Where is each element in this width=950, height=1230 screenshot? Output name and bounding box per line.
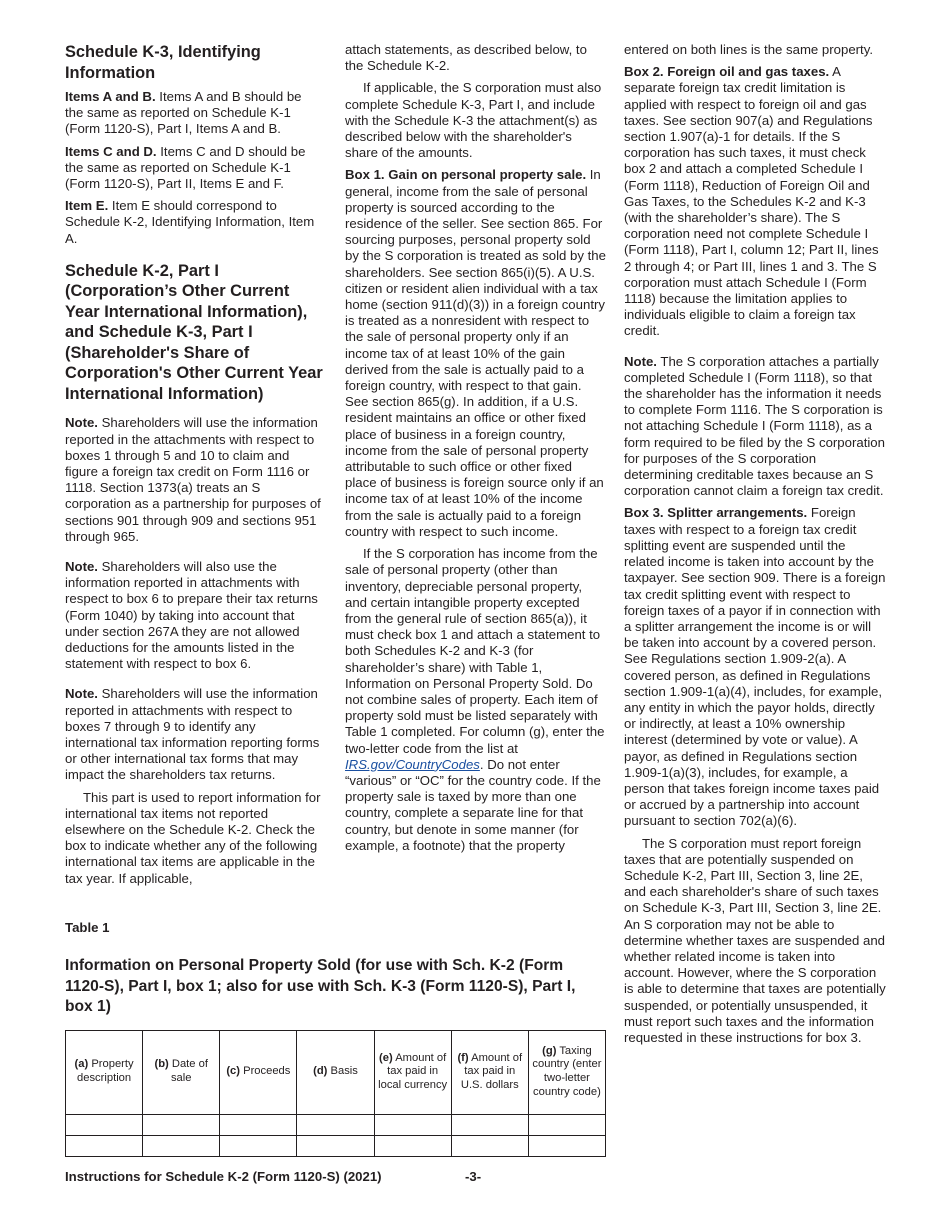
column-right <box>624 42 887 1052</box>
table-cell[interactable] <box>220 1114 297 1135</box>
table-cell[interactable] <box>297 1114 374 1135</box>
items-a-b-paragraph: Items A and B. Items A and B should be the same as reported on Schedule K-1 (Form 1120-S), Part I, Items A and B. <box>65 89 302 137</box>
note-paragraph-2: Note. Shareholders will also use the information reported in attachments with respect to box 6 to prepare their tax returns (Form 1040) by taking into account that under section 267A they are not allowed deductions for the amounts listed in the statement with respect to box 6. <box>65 558 318 672</box>
continued-paragraph: attach statements, as described below, to the Schedule K-2. <box>345 42 587 74</box>
table-row <box>66 1135 606 1156</box>
column-header-b: (b) Date of sale <box>143 1030 220 1114</box>
applicable-paragraph: If applicable, the S corporation must also complete Schedule K-3, Part I, and include with the Schedule K-3 the attachment(s) as described below with the shareholder's share of the amounts. <box>345 80 602 161</box>
column-left <box>65 42 323 893</box>
note-paragraph-3: Note. Shareholders will use the information reported in attachments with respect to boxes 7 through 9 to identify any international tax information reporting forms or other international tax forms that may impact the shareholders tax returns. <box>65 686 320 783</box>
table-cell[interactable] <box>66 1114 143 1135</box>
box3-paragraph: Box 3. Splitter arrangements. Foreign taxes with respect to a foreign tax credit splitting event are suspended until the related income is taken into account by the taxpayer. See section 909. There is a foreign tax credit splitting event with respect to foreign taxes of a payor if in connection with a splitter arrangement the income is or will be taken into account by a covered person. See Regulations section 1.909-2(a). A covered person, as defined in Regulations section 1.909-1(a)(4), includes, for example, any entity in which the payor holds, directly or indirectly, at least a 10% ownership interest (determined by vote or value). A payor, as defined in Regulations section 1.909-1(a)(3), includes, for example, a person that takes foreign income taxes paid or accrued by a partnership into account pursuant to section 702(a)(6). <box>624 505 886 829</box>
table-cell[interactable] <box>220 1135 297 1156</box>
note-paragraph-right: Note. The S corporation attaches a partially completed Schedule I (Form 1118), so that the shareholder has the information it needs to complete Form 1116. The S corporation is not attaching Schedule I (Form 1118), as a form required to be filed by the S corporation for purposes of the S corporation determining creditable taxes because an S corporation cannot claim a foreign tax credit. <box>624 353 885 499</box>
column-header-c: (c) Proceeds <box>220 1030 297 1114</box>
table-title: Information on Personal Property Sold (for use with Sch. K-2 (Form 1120-S), Part I, box 1; also for use with Sch. K-3 (Form 1120-S), Part I, box 1) <box>65 957 576 1015</box>
column-header-a: (a) Property description <box>66 1030 143 1114</box>
table-cell[interactable] <box>451 1114 528 1135</box>
items-c-d-paragraph: Items C and D. Items C and D should be the same as reported on Schedule K-1 (Form 1120-S), Part II, Items E and F. <box>65 143 306 192</box>
heading-k2-part-i: Schedule K-2, Part I (Corporation’s Other Current Year International Information), and Schedule K-3, Part I (Shareholder's Share of Corporation's Other Current Year International Information) <box>65 261 323 403</box>
table-cell[interactable] <box>143 1114 220 1135</box>
note-paragraph-1: Note. Shareholders will use the information reported in the attachments with respect to boxes 1 through 5 and 10 to claim and figure a foreign tax credit on Form 1116 or 1118. Section 1373(a) treats an S corporation as a partnership for purposes of sections 901 through 909 and sections 951 through 965. <box>65 415 321 544</box>
item-e-paragraph: Item E. Item E should correspond to Schedule K-2, Identifying Information, Item A. <box>65 198 315 246</box>
table-cell[interactable] <box>528 1135 605 1156</box>
table-cell[interactable] <box>143 1135 220 1156</box>
box2-paragraph: Box 2. Foreign oil and gas taxes. A separate foreign tax credit limitation is applied with respect to foreign oil and gas taxes. See section 907(a) and Regulations section 1.907(a)-1 for details. If the S corporation has such taxes, it must check box 2 and attach a completed Schedule I (Form 1118), Reduction of Foreign Oil and Gas Taxes, to the Schedules K-2 and K-3 (with the shareholder’s share). The S corporation need not complete Schedule I (Form 1118), Part I, column 12; Part II, lines 2 through 4; or Part III, lines 1 and 3. The S corporation must attach Schedule I (Form 1118) because the limitation applies to individuals eligible to claim a foreign tax credit. <box>624 64 879 339</box>
table-1-section <box>65 920 606 1157</box>
box3-paragraph-2: The S corporation must report foreign taxes that are potentially suspended on Schedule K-2, Part III, Section 3, line 2E, and each shareholder's share of such taxes on Schedule K-3, Part III, Section 3, line 2E. An S corporation may not be able to determine whether taxes are suspended and whether related income is taken into account. However, where the S corporation is able to determine that taxes are potentially suspended, or potentially unsuspended, it must report such taxes and the information requested in these instructions for box 3. <box>624 835 886 1045</box>
table-cell[interactable] <box>297 1135 374 1156</box>
table-header-row <box>66 1030 606 1114</box>
box1-paragraph-2: If the S corporation has income from the sale of personal property (other than inventory, depreciable personal property, and certain intangible property excepted from the general rule of section 865(a)), it must check box 1 and attach a statement to both Schedules K-2 and K-3 (for shareholder’s share) with Table 1, Information on Personal Property Sold. Do not combine sales of property. Each item of property sold must be listed separately with Table 1 completed. For column (g), enter the two-letter code from the list at IRS.gov/CountryCodes. Do not enter “various” or “OC” for the country code. If the property sale is taxed by more than one country, complete a separate line for that country, but denote in some manner (for example, a footnote) that the property <box>345 546 605 853</box>
column-header-f: (f) Amount of tax paid in U.S. dollars <box>451 1030 528 1114</box>
column-header-d: (d) Basis <box>297 1030 374 1114</box>
column-header-g: (g) Taxing country (enter two-letter country code) <box>528 1030 605 1114</box>
table-cell[interactable] <box>374 1135 451 1156</box>
column-middle <box>345 42 607 860</box>
table-label: Table 1 <box>65 920 110 935</box>
continued-paragraph-right: entered on both lines is the same property. <box>624 42 873 57</box>
country-codes-link[interactable]: IRS.gov/CountryCodes <box>345 756 480 772</box>
heading-k3-identifying: Schedule K-3, Identifying Information <box>65 43 261 82</box>
column-header-e: (e) Amount of tax paid in local currency <box>374 1030 451 1114</box>
part-description-paragraph: This part is used to report information for international tax items not reported elsewhere on the Schedule K-2. Check the box to indicate whether any of the following international tax items are applicable in the tax year. If applicable, <box>65 789 321 886</box>
table-cell[interactable] <box>528 1114 605 1135</box>
page-number: -3- <box>465 1169 482 1184</box>
table-cell[interactable] <box>66 1135 143 1156</box>
box1-paragraph: Box 1. Gain on personal property sale. In general, income from the sale of personal property is sourced according to the residence of the seller. See section 865. For sourcing purposes, personal property sold by the S corporation is treated as sold by the shareholders. See section 865(i)(5). A U.S. citizen or resident alien individual with a tax home (section 911(d)(3)) in a foreign country is treated as a nonresident with respect to the sale of personal property only if an income tax of at least 10% of the gain derived from the sale is actually paid to a foreign country, with respect to that gain. See section 865(g). In addition, if a U.S. resident maintains an office or other fixed place of business in a foreign country, income from the sale of personal property attributable to such office or other fixed place of business is foreign source only if an income tax of at least 10% of the income from the sale is actually paid to a foreign country with respect to such income. <box>345 167 606 539</box>
table-cell[interactable] <box>451 1135 528 1156</box>
personal-property-table <box>65 1030 606 1157</box>
table-cell[interactable] <box>374 1114 451 1135</box>
table-row <box>66 1114 606 1135</box>
footer-title: Instructions for Schedule K-2 (Form 1120-S) (2021) <box>65 1169 382 1184</box>
